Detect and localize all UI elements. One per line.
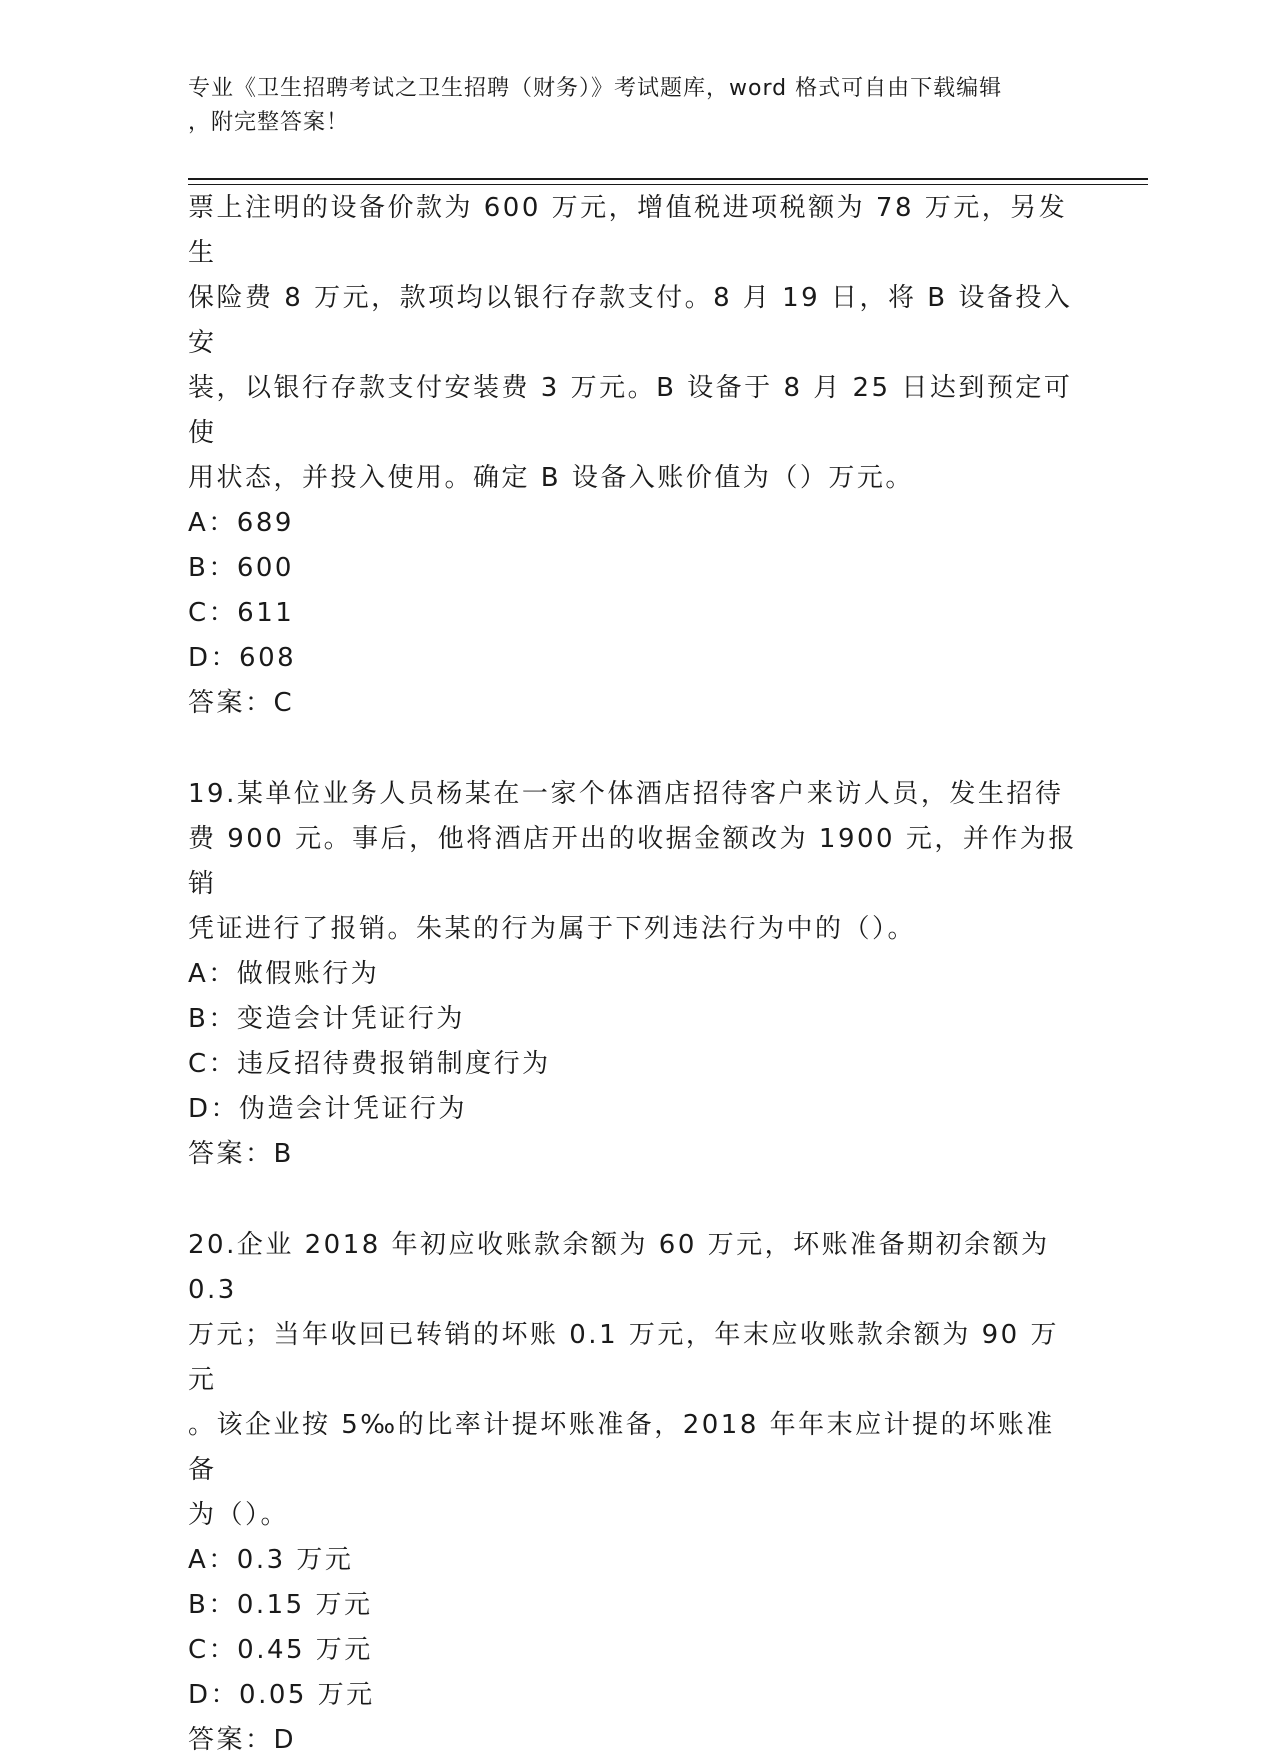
question-19-option-c: C：违反招待费报销制度行为 — [188, 1049, 551, 1079]
question-18-option-c: C：611 — [188, 598, 295, 628]
question-19-option-b: B：变造会计凭证行为 — [188, 1004, 465, 1034]
question-18-line-4: 用状态，并投入使用。确定 B 设备入账价值为（）万元。 — [188, 463, 914, 493]
question-19-line-3: 凭证进行了报销。朱某的行为属于下列违法行为中的（）。 — [188, 914, 917, 944]
question-20-option-a: A：0.3 万元 — [188, 1545, 354, 1575]
header-line-2: ，附完整答案！ — [188, 110, 350, 135]
question-20-line-3: 。该企业按 5‰的比率计提坏账准备，2018 年年末应计提的坏账准备 — [188, 1410, 1055, 1485]
question-20-option-c: C：0.45 万元 — [188, 1635, 373, 1665]
question-19 — [188, 772, 1078, 1177]
question-20-answer: 答案：D — [188, 1725, 297, 1755]
question-18 — [188, 186, 1078, 726]
header-divider-thick — [188, 178, 1148, 180]
question-18-line-1: 票上注明的设备价款为 600 万元，增值税进项税额为 78 万元，另发生 — [188, 193, 1068, 268]
question-content — [188, 186, 1078, 1763]
question-19-option-a: A：做假账行为 — [188, 959, 380, 989]
question-19-line-1: 19.某单位业务人员杨某在一家个体酒店招待客户来访人员，发生招待 — [188, 779, 1064, 809]
question-20-line-2: 万元；当年收回已转销的坏账 0.1 万元，年末应收账款余额为 90 万元 — [188, 1320, 1059, 1395]
question-18-option-a: A：689 — [188, 508, 294, 538]
spacer — [188, 1177, 1078, 1223]
header-line-1: 专业《卫生招聘考试之卫生招聘（财务）》考试题库，word 格式可自由下载编辑 — [188, 76, 1003, 101]
question-18-option-b: B：600 — [188, 553, 294, 583]
question-18-line-3: 装，以银行存款支付安装费 3 万元。B 设备于 8 月 25 日达到预定可使 — [188, 373, 1073, 448]
document-header — [188, 72, 1068, 140]
question-18-answer: 答案：C — [188, 688, 295, 718]
question-19-answer: 答案：B — [188, 1139, 294, 1169]
spacer — [188, 726, 1078, 772]
question-18-line-2: 保险费 8 万元，款项均以银行存款支付。8 月 19 日，将 B 设备投入安 — [188, 283, 1073, 358]
question-19-option-d: D：伪造会计凭证行为 — [188, 1094, 468, 1124]
question-20-option-d: D：0.05 万元 — [188, 1680, 375, 1710]
question-20-line-1: 20.企业 2018 年初应收账款余额为 60 万元，坏账准备期初余额为 0.3 — [188, 1230, 1050, 1305]
question-20-option-b: B：0.15 万元 — [188, 1590, 373, 1620]
question-18-option-d: D：608 — [188, 643, 297, 673]
question-19-line-2: 费 900 元。事后，他将酒店开出的收据金额改为 1900 元，并作为报销 — [188, 824, 1077, 899]
header-divider-thin — [188, 184, 1148, 185]
question-20-line-4: 为（）。 — [188, 1500, 290, 1530]
question-20 — [188, 1223, 1078, 1763]
